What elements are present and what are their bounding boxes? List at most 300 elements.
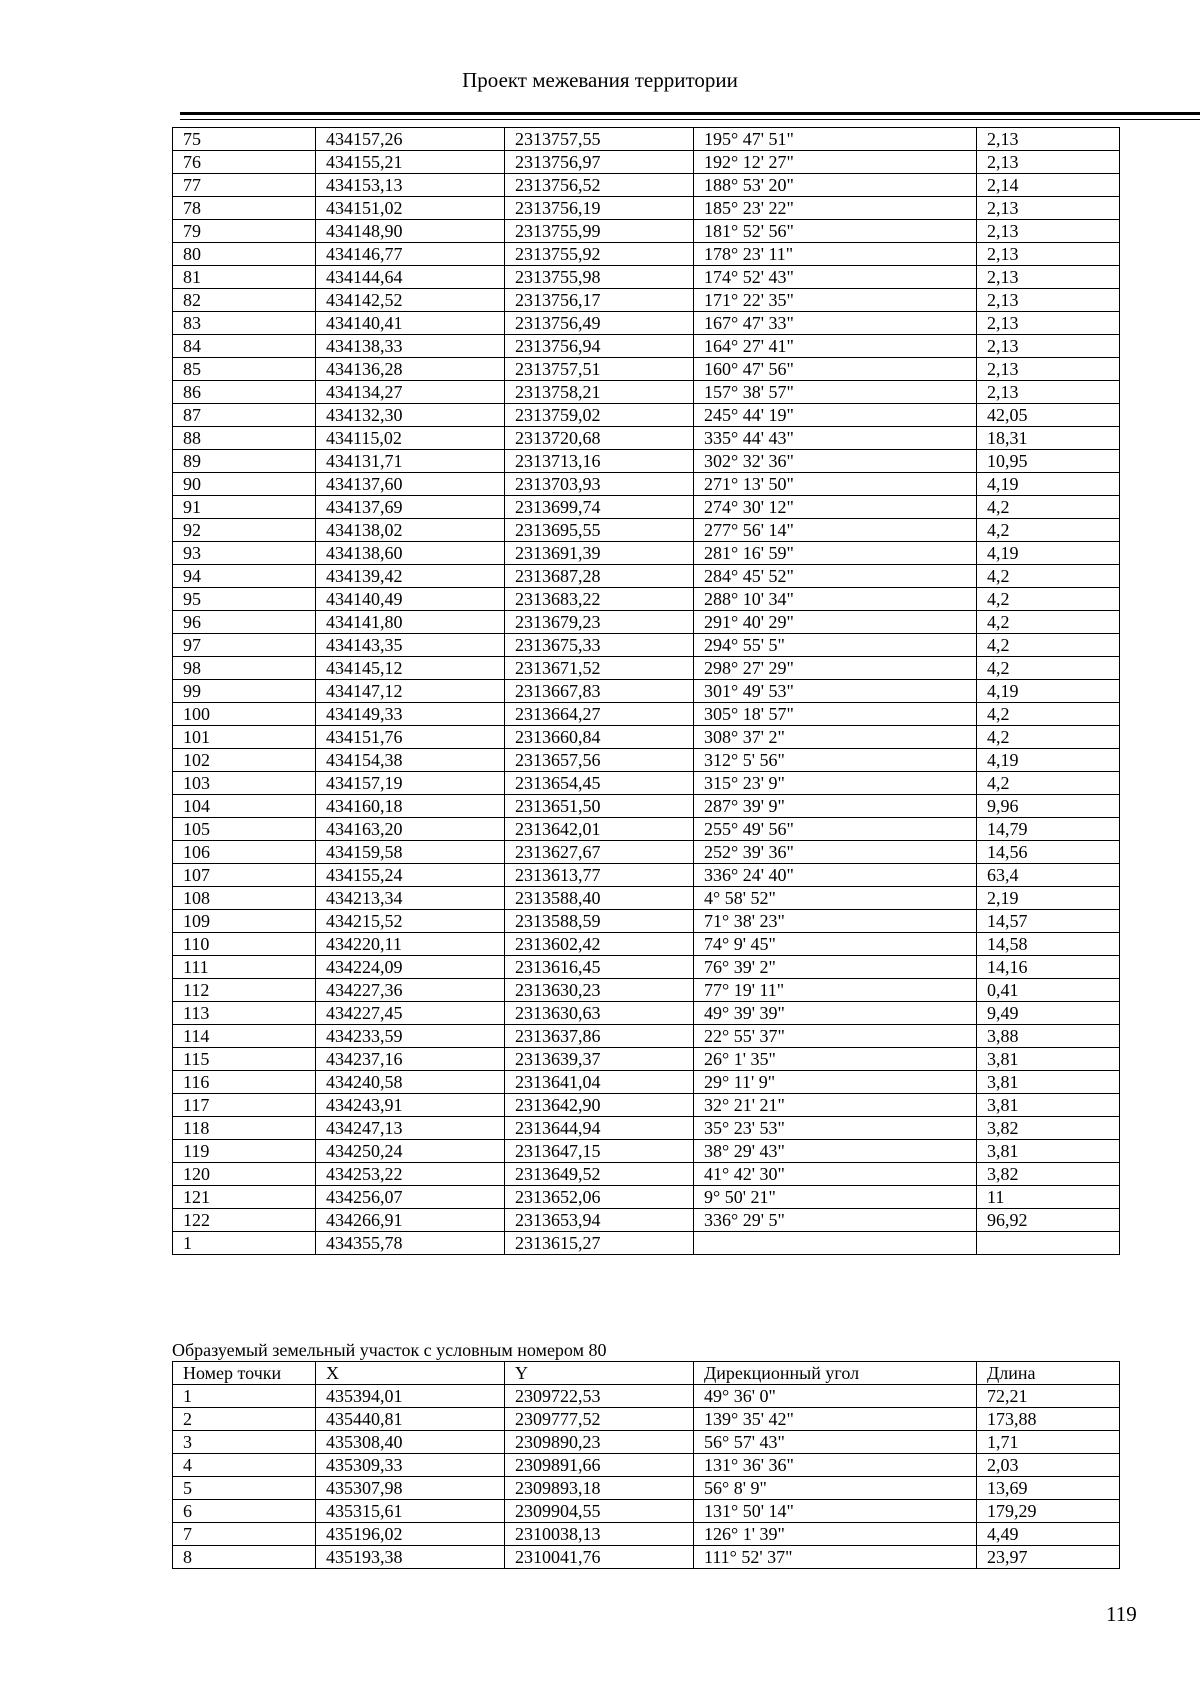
table-cell: 4,19 (977, 749, 1120, 772)
table-cell: 3,81 (977, 1140, 1120, 1163)
table-row (173, 795, 1120, 818)
table-cell: 121 (173, 1186, 316, 1209)
table-cell: 2313657,56 (505, 749, 694, 772)
table-cell: 117 (173, 1094, 316, 1117)
table-cell: 434240,58 (316, 1071, 505, 1094)
table-cell: 2313630,23 (505, 979, 694, 1002)
table-row (173, 1385, 1120, 1408)
table-cell: 2,13 (977, 358, 1120, 381)
table-cell: 2,13 (977, 243, 1120, 266)
table-cell: 434233,59 (316, 1025, 505, 1048)
table-cell: 305° 18' 57" (694, 703, 977, 726)
table-cell: 434138,33 (316, 335, 505, 358)
table-cell: 3,82 (977, 1117, 1120, 1140)
table-row (173, 128, 1120, 151)
table-cell: 111° 52' 37" (694, 1546, 977, 1569)
table-cell: 287° 39' 9" (694, 795, 977, 818)
table-row (173, 1094, 1120, 1117)
table-cell: 2309893,18 (505, 1477, 694, 1500)
table-row (173, 1431, 1120, 1454)
table-cell: 2,13 (977, 335, 1120, 358)
table-cell: 99 (173, 680, 316, 703)
table-cell: 308° 37' 2" (694, 726, 977, 749)
table-row (173, 1163, 1120, 1186)
table-cell: 2309891,66 (505, 1454, 694, 1477)
table-cell: 336° 29' 5" (694, 1209, 977, 1232)
table-cell: 2313695,55 (505, 519, 694, 542)
header-cell: Номер точки (173, 1362, 316, 1385)
table-cell: 173,88 (977, 1408, 1120, 1431)
table-cell: 434155,24 (316, 864, 505, 887)
table-row (173, 358, 1120, 381)
table-cell: 434256,07 (316, 1186, 505, 1209)
table-cell: 434227,45 (316, 1002, 505, 1025)
table-cell: 2313758,21 (505, 381, 694, 404)
table-cell: 79 (173, 220, 316, 243)
table-cell: 2313588,40 (505, 887, 694, 910)
table-cell: 434145,12 (316, 657, 505, 680)
table-row (173, 611, 1120, 634)
table-cell: 4,19 (977, 542, 1120, 565)
table-cell: 100 (173, 703, 316, 726)
table-row (173, 1186, 1120, 1209)
table-cell: 2,13 (977, 197, 1120, 220)
table-cell: 434157,26 (316, 128, 505, 151)
table-row (173, 289, 1120, 312)
table-cell: 312° 5' 56" (694, 749, 977, 772)
table-cell: 434137,60 (316, 473, 505, 496)
table-cell: 434137,69 (316, 496, 505, 519)
table-cell: 112 (173, 979, 316, 1002)
table-cell: 2313757,51 (505, 358, 694, 381)
table-cell: 434227,36 (316, 979, 505, 1002)
table-cell: 2313699,74 (505, 496, 694, 519)
table-row (173, 887, 1120, 910)
table-cell: 93 (173, 542, 316, 565)
header-cell: X (316, 1362, 505, 1385)
table-cell: 434115,02 (316, 427, 505, 450)
table-cell: 291° 40' 29" (694, 611, 977, 634)
table-cell: 92 (173, 519, 316, 542)
table-row (173, 910, 1120, 933)
table-cell: 434355,78 (316, 1232, 505, 1255)
table-cell: 2313720,68 (505, 427, 694, 450)
table-cell: 3,82 (977, 1163, 1120, 1186)
table-cell: 1 (173, 1232, 316, 1255)
table-cell: 434250,24 (316, 1140, 505, 1163)
table-cell: 2313756,94 (505, 335, 694, 358)
table-cell: 185° 23' 22" (694, 197, 977, 220)
table-cell: 434151,76 (316, 726, 505, 749)
table-cell: 13,69 (977, 1477, 1120, 1500)
table-cell: 188° 53' 20" (694, 174, 977, 197)
table-cell: 435440,81 (316, 1408, 505, 1431)
table-cell: 2313652,06 (505, 1186, 694, 1209)
table-cell: 435308,40 (316, 1431, 505, 1454)
table-cell: 4 (173, 1454, 316, 1477)
table-cell: 116 (173, 1071, 316, 1094)
table-cell: 114 (173, 1025, 316, 1048)
table-cell: 75 (173, 128, 316, 151)
table-cell: 2313639,37 (505, 1048, 694, 1071)
table-cell: 29° 11' 9" (694, 1071, 977, 1094)
table-row (173, 1140, 1120, 1163)
table-cell: 80 (173, 243, 316, 266)
table-cell: 434146,77 (316, 243, 505, 266)
table-cell (694, 1232, 977, 1255)
table-cell: 106 (173, 841, 316, 864)
table-cell: 103 (173, 772, 316, 795)
table-cell: 41° 42' 30" (694, 1163, 977, 1186)
table-cell: 83 (173, 312, 316, 335)
table-cell: 434213,34 (316, 887, 505, 910)
table-cell: 105 (173, 818, 316, 841)
table-header-row (173, 1362, 1120, 1385)
table-cell: 22° 55' 37" (694, 1025, 977, 1048)
table-cell: 434243,91 (316, 1094, 505, 1117)
table-cell: 255° 49' 56" (694, 818, 977, 841)
table-cell: 2,03 (977, 1454, 1120, 1477)
table-cell: 434148,90 (316, 220, 505, 243)
table-cell: 434247,13 (316, 1117, 505, 1140)
table-cell: 9° 50' 21" (694, 1186, 977, 1209)
table-cell: 118 (173, 1117, 316, 1140)
table-cell: 271° 13' 50" (694, 473, 977, 496)
table-cell: 434139,42 (316, 565, 505, 588)
coordinates-table-continued (172, 127, 1120, 1255)
table-cell: 84 (173, 335, 316, 358)
table-cell: 2313691,39 (505, 542, 694, 565)
table-cell: 4° 58' 52" (694, 887, 977, 910)
table-cell: 107 (173, 864, 316, 887)
table-cell: 301° 49' 53" (694, 680, 977, 703)
table-row (173, 1002, 1120, 1025)
table-cell: 274° 30' 12" (694, 496, 977, 519)
table-cell: 2,13 (977, 312, 1120, 335)
table-cell: 87 (173, 404, 316, 427)
table-cell: 122 (173, 1209, 316, 1232)
table-cell: 2313653,94 (505, 1209, 694, 1232)
table-cell: 4,19 (977, 680, 1120, 703)
table-cell: 434140,49 (316, 588, 505, 611)
table-row (173, 703, 1120, 726)
table-row (173, 864, 1120, 887)
table-cell: 76 (173, 151, 316, 174)
table-cell: 192° 12' 27" (694, 151, 977, 174)
table-row (173, 588, 1120, 611)
table-cell: 2313641,04 (505, 1071, 694, 1094)
table-cell: 2313613,77 (505, 864, 694, 887)
table-cell: 2313755,98 (505, 266, 694, 289)
table-cell: 2313687,28 (505, 565, 694, 588)
table-cell: 2313756,52 (505, 174, 694, 197)
table-cell: 131° 36' 36" (694, 1454, 977, 1477)
table-cell: 2,13 (977, 266, 1120, 289)
table-cell: 119 (173, 1140, 316, 1163)
table-cell: 2313644,94 (505, 1117, 694, 1140)
table-cell: 131° 50' 14" (694, 1500, 977, 1523)
table-cell: 434220,11 (316, 933, 505, 956)
header-rule-thick (180, 112, 1200, 115)
table-cell: 7 (173, 1523, 316, 1546)
table-cell: 111 (173, 956, 316, 979)
table-row (173, 1232, 1120, 1255)
table-row (173, 174, 1120, 197)
table-row (173, 1117, 1120, 1140)
table-cell: 434266,91 (316, 1209, 505, 1232)
table-cell: 115 (173, 1048, 316, 1071)
table-cell: 434138,02 (316, 519, 505, 542)
table-cell: 2313616,45 (505, 956, 694, 979)
header-cell: Дирекционный угол (694, 1362, 977, 1385)
table-cell: 434142,52 (316, 289, 505, 312)
table-cell: 56° 57' 43" (694, 1431, 977, 1454)
table-cell: 5 (173, 1477, 316, 1500)
table-cell: 96,92 (977, 1209, 1120, 1232)
table-row (173, 1500, 1120, 1523)
table-cell: 179,29 (977, 1500, 1120, 1523)
table-cell: 315° 23' 9" (694, 772, 977, 795)
table-row (173, 266, 1120, 289)
table-cell: 195° 47' 51" (694, 128, 977, 151)
table-cell: 97 (173, 634, 316, 657)
table-cell: 35° 23' 53" (694, 1117, 977, 1140)
table-cell: 434151,02 (316, 197, 505, 220)
table-cell: 302° 32' 36" (694, 450, 977, 473)
table-caption: Образуемый земельный участок с условным номером 80 (172, 1340, 607, 1360)
table-cell: 435315,61 (316, 1500, 505, 1523)
table-cell: 2313654,45 (505, 772, 694, 795)
table-cell: 434224,09 (316, 956, 505, 979)
table-cell: 434154,38 (316, 749, 505, 772)
table-row (173, 381, 1120, 404)
table-cell: 4,19 (977, 473, 1120, 496)
table-cell: 434136,28 (316, 358, 505, 381)
table-cell: 434143,35 (316, 634, 505, 657)
table-cell: 2313651,50 (505, 795, 694, 818)
table-row (173, 749, 1120, 772)
table-cell: 2313637,86 (505, 1025, 694, 1048)
table-cell: 2313713,16 (505, 450, 694, 473)
table-row (173, 818, 1120, 841)
table-cell: 252° 39' 36" (694, 841, 977, 864)
table-cell: 10,95 (977, 450, 1120, 473)
table-cell: 178° 23' 11" (694, 243, 977, 266)
table-cell: 2 (173, 1408, 316, 1431)
page-number: 119 (1106, 1602, 1137, 1626)
table-row (173, 933, 1120, 956)
table-cell: 2313615,27 (505, 1232, 694, 1255)
table-row (173, 1048, 1120, 1071)
table-cell: 4,2 (977, 611, 1120, 634)
table-cell: 2310038,13 (505, 1523, 694, 1546)
table-cell: 434147,12 (316, 680, 505, 703)
table-cell: 1,71 (977, 1431, 1120, 1454)
table-cell: 3,81 (977, 1048, 1120, 1071)
table-cell: 281° 16' 59" (694, 542, 977, 565)
table-cell: 4,2 (977, 703, 1120, 726)
table-cell: 164° 27' 41" (694, 335, 977, 358)
table-cell: 160° 47' 56" (694, 358, 977, 381)
table-cell: 86 (173, 381, 316, 404)
table-cell: 434138,60 (316, 542, 505, 565)
table-cell: 14,56 (977, 841, 1120, 864)
table-cell: 88 (173, 427, 316, 450)
table-cell: 101 (173, 726, 316, 749)
table-cell: 434159,58 (316, 841, 505, 864)
table-cell: 85 (173, 358, 316, 381)
table-row (173, 1546, 1120, 1569)
table-cell: 14,58 (977, 933, 1120, 956)
table-cell: 434149,33 (316, 703, 505, 726)
table-cell: 434144,64 (316, 266, 505, 289)
table-cell: 98 (173, 657, 316, 680)
table-cell: 110 (173, 933, 316, 956)
table-cell: 9,96 (977, 795, 1120, 818)
table-row (173, 726, 1120, 749)
table-cell: 2313679,23 (505, 611, 694, 634)
table-cell: 277° 56' 14" (694, 519, 977, 542)
table-cell: 2313602,42 (505, 933, 694, 956)
table-cell: 76° 39' 2" (694, 956, 977, 979)
table-row (173, 657, 1120, 680)
header-cell: Длина (977, 1362, 1120, 1385)
table-cell: 284° 45' 52" (694, 565, 977, 588)
table-cell: 2313675,33 (505, 634, 694, 657)
table-cell: 2309777,52 (505, 1408, 694, 1431)
table-cell: 2313756,17 (505, 289, 694, 312)
table-cell: 434163,20 (316, 818, 505, 841)
table-cell: 113 (173, 1002, 316, 1025)
table-cell: 435307,98 (316, 1477, 505, 1500)
table-cell: 167° 47' 33" (694, 312, 977, 335)
table-cell: 6 (173, 1500, 316, 1523)
table-row (173, 680, 1120, 703)
table-cell: 2313588,59 (505, 910, 694, 933)
table-cell: 2313627,67 (505, 841, 694, 864)
table-row (173, 243, 1120, 266)
table-cell: 49° 36' 0" (694, 1385, 977, 1408)
table-cell: 2309722,53 (505, 1385, 694, 1408)
table-cell: 94 (173, 565, 316, 588)
table-cell: 8 (173, 1546, 316, 1569)
table-row (173, 1209, 1120, 1232)
table-cell: 434153,13 (316, 174, 505, 197)
table-cell: 294° 55' 5" (694, 634, 977, 657)
table-cell: 2313759,02 (505, 404, 694, 427)
table-cell: 1 (173, 1385, 316, 1408)
table-cell: 3,88 (977, 1025, 1120, 1048)
table-cell: 0,41 (977, 979, 1120, 1002)
table-cell: 49° 39' 39" (694, 1002, 977, 1025)
table-cell: 336° 24' 40" (694, 864, 977, 887)
header-cell: Y (505, 1362, 694, 1385)
table-cell: 434157,19 (316, 772, 505, 795)
table-cell: 77 (173, 174, 316, 197)
table-cell: 2,19 (977, 887, 1120, 910)
table-cell: 434253,22 (316, 1163, 505, 1186)
table-cell: 298° 27' 29" (694, 657, 977, 680)
table-cell: 2313755,92 (505, 243, 694, 266)
table-cell: 104 (173, 795, 316, 818)
table-cell: 71° 38' 23" (694, 910, 977, 933)
table-cell: 2,14 (977, 174, 1120, 197)
table-row (173, 956, 1120, 979)
table-cell: 102 (173, 749, 316, 772)
table-cell: 14,57 (977, 910, 1120, 933)
table-cell: 2310041,76 (505, 1546, 694, 1569)
table-cell: 2313756,49 (505, 312, 694, 335)
table-cell: 181° 52' 56" (694, 220, 977, 243)
table-cell: 2313757,55 (505, 128, 694, 151)
table-row (173, 496, 1120, 519)
table-row (173, 519, 1120, 542)
table-cell: 435193,38 (316, 1546, 505, 1569)
table-cell: 434131,71 (316, 450, 505, 473)
table-cell: 3,81 (977, 1071, 1120, 1094)
table-cell (977, 1232, 1120, 1255)
table-cell: 72,21 (977, 1385, 1120, 1408)
table-cell: 335° 44' 43" (694, 427, 977, 450)
table-cell: 26° 1' 35" (694, 1048, 977, 1071)
page-header-title: Проект межевания территории (462, 68, 738, 92)
table-cell: 4,2 (977, 588, 1120, 611)
table-cell: 288° 10' 34" (694, 588, 977, 611)
table-cell: 139° 35' 42" (694, 1408, 977, 1431)
table-cell: 2313756,97 (505, 151, 694, 174)
table-cell: 77° 19' 11" (694, 979, 977, 1002)
table-cell: 14,16 (977, 956, 1120, 979)
table-row (173, 450, 1120, 473)
table-row (173, 979, 1120, 1002)
table-cell: 81 (173, 266, 316, 289)
table-cell: 82 (173, 289, 316, 312)
table-cell: 435309,33 (316, 1454, 505, 1477)
table-cell: 89 (173, 450, 316, 473)
table-cell: 56° 8' 9" (694, 1477, 977, 1500)
table-cell: 2313649,52 (505, 1163, 694, 1186)
table-row (173, 1025, 1120, 1048)
table-cell: 434155,21 (316, 151, 505, 174)
table-cell: 2313683,22 (505, 588, 694, 611)
table-cell: 2,13 (977, 381, 1120, 404)
table-cell: 4,2 (977, 496, 1120, 519)
table-cell: 435196,02 (316, 1523, 505, 1546)
table-cell: 23,97 (977, 1546, 1120, 1569)
table-cell: 4,2 (977, 726, 1120, 749)
table-cell: 95 (173, 588, 316, 611)
table-cell: 2313647,15 (505, 1140, 694, 1163)
table-cell: 434237,16 (316, 1048, 505, 1071)
table-cell: 78 (173, 197, 316, 220)
table-cell: 2,13 (977, 289, 1120, 312)
table-cell: 2313664,27 (505, 703, 694, 726)
table-cell: 4,49 (977, 1523, 1120, 1546)
table-row (173, 634, 1120, 657)
table-cell: 91 (173, 496, 316, 519)
table-cell: 174° 52' 43" (694, 266, 977, 289)
table-row (173, 1408, 1120, 1431)
table-cell: 434140,41 (316, 312, 505, 335)
table-cell: 435394,01 (316, 1385, 505, 1408)
table-cell: 434134,27 (316, 381, 505, 404)
table-cell: 42,05 (977, 404, 1120, 427)
table-cell: 9,49 (977, 1002, 1120, 1025)
table-cell: 4,2 (977, 772, 1120, 795)
table-row (173, 772, 1120, 795)
table-row (173, 220, 1120, 243)
table-cell: 126° 1' 39" (694, 1523, 977, 1546)
